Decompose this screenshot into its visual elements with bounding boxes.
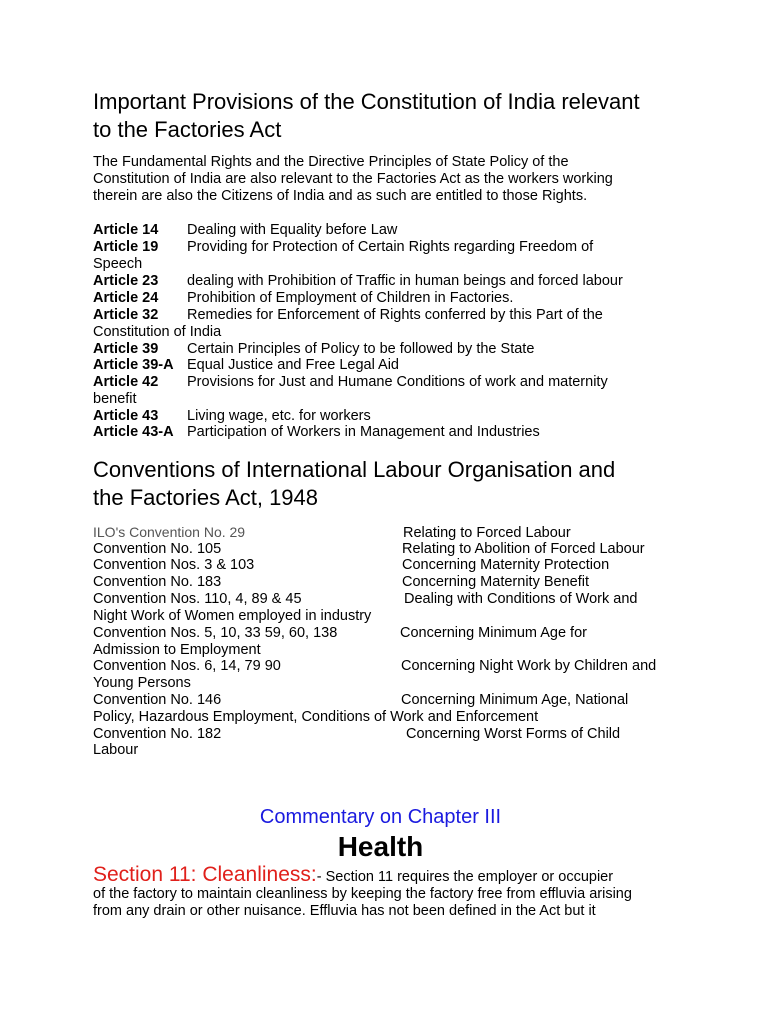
convention-row: Night Work of Women employed in industry (93, 608, 372, 624)
article-row: Article 19 Providing for Protection of Certain Rights regarding Freedom of (93, 239, 594, 255)
article-row: Article 43 Living wage, etc. for workers (93, 408, 371, 424)
convention-row: Policy, Hazardous Employment, Conditions of Work and Enforcement (93, 709, 539, 725)
article-row: Article 23 dealing with Prohibition of Traffic in human beings and forced labour (93, 273, 623, 289)
section-11-title: Section 11: Cleanliness: (93, 863, 317, 886)
convention-row: Convention Nos. 6, 14, 79 90 Concerning Night Work by Children and (93, 658, 657, 674)
convention-row: Convention No. 146 Concerning Minimum Age, National (93, 692, 629, 708)
convention-row: Admission to Employment (93, 642, 261, 658)
convention-row: Labour (93, 742, 139, 758)
commentary-heading: Commentary on Chapter III (259, 806, 502, 828)
article-row: Article 42 Provisions for Just and Humane Conditions of work and maternity (93, 374, 608, 390)
article-row: Article 32 Remedies for Enforcement of Rights conferred by this Part of the (93, 307, 603, 323)
article-row: benefit (93, 391, 137, 407)
convention-row: Young Persons (93, 675, 191, 691)
article-row: Article 24 Prohibition of Employment of Children in Factories. (93, 290, 514, 306)
convention-row: ILO's Convention No. 29 Relating to Forced Labour (93, 524, 571, 541)
convention-row: Convention No. 105 Relating to Abolition of Forced Labour (93, 541, 645, 557)
article-row: Article 39 Certain Principles of Policy to be followed by the State (93, 341, 535, 357)
health-heading: Health (337, 831, 424, 862)
article-row: Constitution of India (93, 324, 222, 340)
intro-paragraph: The Fundamental Rights and the Directive Principles of State Policy of the Constitution of India are also relevant to the Factories Act as the workers working therein are also the Citizens of India and as such are entitled to those Rights. (93, 154, 613, 204)
article-row: Article 39-A Equal Justice and Free Legal Aid (93, 357, 399, 373)
convention-row: Convention Nos. 5, 10, 33 59, 60, 138 Concerning Minimum Age for (93, 625, 587, 641)
convention-row: Convention No. 182 Concerning Worst Forms of Child (93, 726, 621, 742)
convention-row: Convention Nos. 110, 4, 89 & 45 Dealing with Conditions of Work and (93, 591, 638, 607)
heading-constitution: Important Provisions of the Constitution of India relevant to the Factories Act (93, 89, 640, 142)
article-row: Article 43-A Participation of Workers in Management and Industries (93, 424, 540, 440)
heading-conventions: Conventions of International Labour Organisation and the Factories Act, 1948 (93, 457, 616, 510)
article-row: Article 14 Dealing with Equality before Law (93, 222, 398, 238)
section-11-paragraph: Section 11: Cleanliness:- Section 11 requires the employer or occupier of the factory to maintain cleanliness by keeping the factory free from effluvia arising from any drain or other nuisance. Effluvia has not been defined in the Act but it (93, 863, 632, 919)
article-row: Speech (93, 256, 143, 272)
convention-row: Convention Nos. 3 & 103 Concerning Maternity Protection (93, 557, 610, 573)
convention-row: Convention No. 183 Concerning Maternity Benefit (93, 574, 589, 590)
